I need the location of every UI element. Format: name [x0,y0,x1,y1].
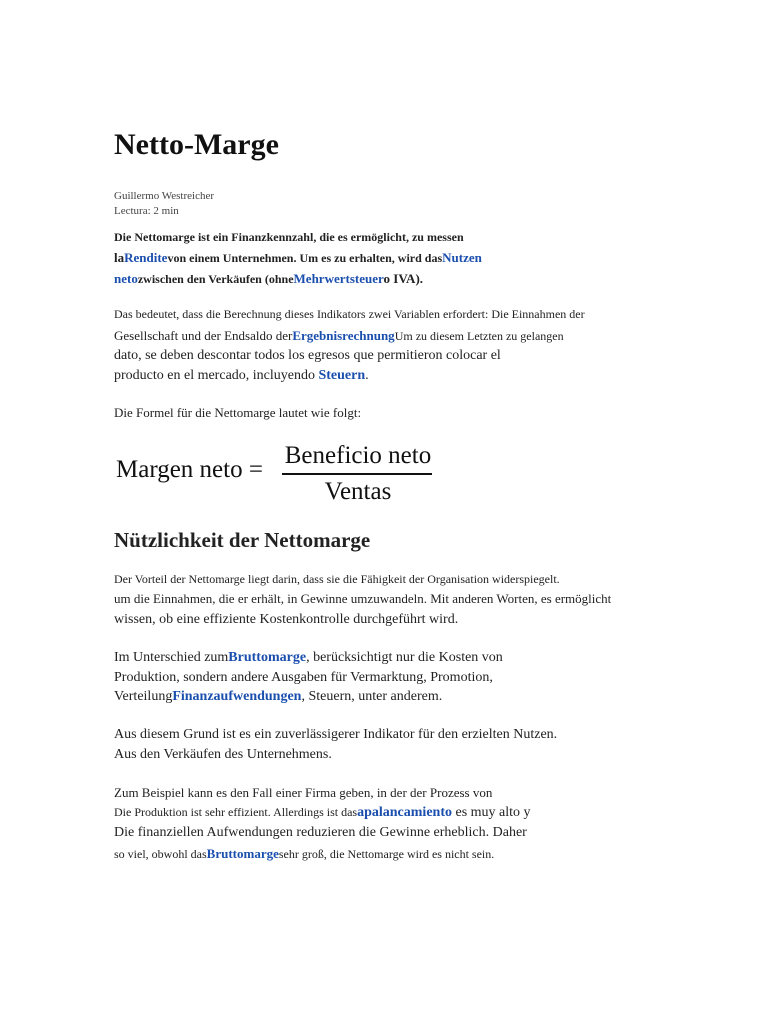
p6-line-4 [114,846,494,862]
intro-line-2 [114,250,482,266]
section-title: Nützlichkeit der Nettomarge [114,528,371,552]
text-fragment: so viel, obwohl das [114,847,207,861]
p5-line-1: Aus diesem Grund ist es ein zuverlässigerer Indikator für den erzielten Nutzen. [114,727,558,742]
author-name: Guillermo Westreicher [114,190,215,202]
page-title: Netto-Marge [114,128,279,161]
net-margin-formula [116,438,446,510]
p5-line-2: Aus den Verkäufen des Unternehmens. [114,747,332,762]
text-fragment: Gesellschaft und der Endsaldo der [114,328,293,343]
text-fragment: , Steuern, unter anderem. [301,689,443,704]
text-fragment: , berücksichtigt nur die Kosten von [306,650,503,665]
fraction-bar [282,473,432,475]
article-header [114,128,279,162]
formula-denominator: Ventas [324,478,392,505]
text-fragment: Um zu diesem Letzten zu gelangen [394,329,564,343]
p3-line-2: um die Einnahmen, die er erhält, in Gewinne umzuwandeln. Mit anderen Worten, es ermöglicht [114,591,612,606]
text-fragment: Im Unterschied zum [114,650,229,665]
link-ergebnisrechnung[interactable]: Ergebnisrechnung [292,328,395,343]
p1-line-1: Das bedeutet, dass die Berechnung dieses Indikators zwei Variablen erfordert: Die Einnahmen der [114,307,585,321]
text-fragment: sehr groß, die Nettomarge wird es nicht sein. [278,847,495,861]
link-rendite[interactable]: Rendite [124,250,168,265]
p4-line-2: Produktion, sondern andere Ausgaben für Vermarktung, Promotion, [114,670,493,685]
link-nutzen[interactable]: Nutzen [442,250,482,265]
text-fragment: o IVA). [383,271,424,286]
p3-line-1: Der Vorteil der Nettomarge liegt darin, dass sie die Fähigkeit der Organisation widerspiegelt. [114,572,560,586]
p6-line-2 [114,805,531,821]
paragraph-2: Die Formel für die Nettomarge lautet wie folgt: [114,405,362,420]
text-fragment: Die Produktion ist sehr effizient. Allerdings ist das [114,805,358,819]
link-bruttomarge[interactable]: Bruttomarge [228,650,307,665]
text-fragment: la [114,250,125,265]
p4-line-3 [114,689,442,705]
p4-line-1 [114,650,503,666]
p1-line-3: dato, se deben descontar todos los egresos que permitieron colocar el [114,348,501,363]
p6-line-1: Zum Beispiel kann es den Fall einer Firma geben, in der der Prozess von [114,785,493,800]
text-fragment: producto en el mercado, incluyendo [114,368,319,383]
link-finanzaufwendungen[interactable]: Finanzaufwendungen [172,689,302,704]
reading-time: Lectura: 2 min [114,205,179,217]
text-fragment: zwischen den Verkäufen (ohne [137,272,294,286]
p1-line-4 [114,368,369,384]
text-fragment: Verteilung [114,689,173,704]
p3-line-3: wissen, ob eine effiziente Kostenkontrolle durchgeführt wird. [114,612,459,627]
p6-line-3: Die finanziellen Aufwendungen reduzieren die Gewinne erheblich. Daher [114,825,527,840]
text-fragment: . [365,368,369,383]
link-mehrwertsteuer[interactable]: Mehrwertsteuer [293,271,384,286]
section-heading [114,528,370,553]
link-neto[interactable]: neto [114,271,138,286]
link-steuern[interactable]: Steuern [318,368,366,383]
link-bruttomarge-2[interactable]: Bruttomarge [206,846,279,861]
text-fragment: es muy alto y [451,805,531,820]
p1-line-2 [114,328,564,344]
formula-lhs: Margen neto = [116,456,263,483]
intro-line-1: Die Nettomarge ist ein Finanzkennzahl, die es ermöglicht, zu messen [114,230,464,244]
formula-numerator: Beneficio neto [284,442,432,469]
link-apalancamiento[interactable]: apalancamiento [357,805,452,820]
intro-line-3 [114,271,423,287]
text-fragment: von einem Unternehmen. Um es zu erhalten, wird das [167,251,443,265]
